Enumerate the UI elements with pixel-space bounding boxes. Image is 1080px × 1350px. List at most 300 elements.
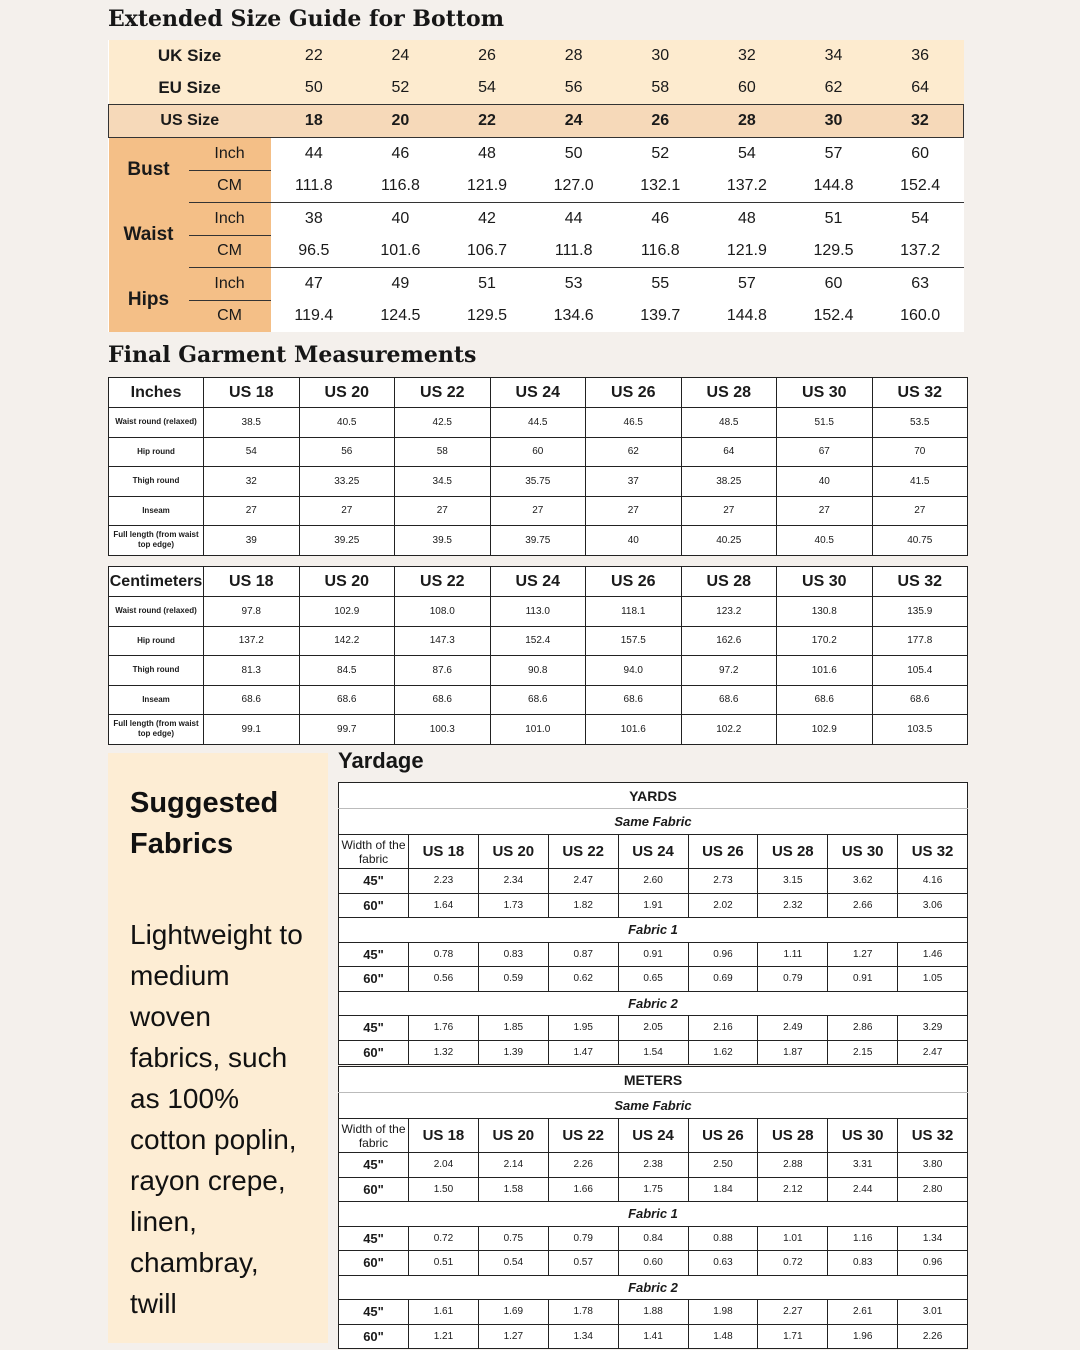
measurement-value: 60: [790, 268, 877, 301]
uk-size-value: 24: [357, 40, 444, 72]
garment-value: 147.3: [395, 626, 491, 656]
garment-value: 34.5: [395, 467, 491, 497]
yardage-value: 2.38: [618, 1153, 688, 1178]
yardage-value: 0.79: [548, 1226, 618, 1251]
yardage-value: 2.66: [828, 893, 898, 918]
yardage-value: 2.86: [828, 1016, 898, 1041]
yardage-value: 0.87: [548, 942, 618, 967]
measurement-row-cm: [109, 235, 964, 268]
garment-title: Final Garment Measurements: [108, 342, 477, 368]
yardage-row: [339, 1300, 968, 1325]
garment-value: 108.0: [395, 597, 491, 627]
yardage-value: 2.44: [828, 1177, 898, 1202]
yardage-size-header: US 30: [828, 835, 898, 869]
measurement-value: 121.9: [726, 242, 767, 259]
yardage-value: 2.34: [478, 869, 548, 894]
yardage-value: 0.63: [688, 1251, 758, 1276]
measurement-value: 111.8: [294, 177, 333, 194]
yardage-unit-title: YARDS: [339, 783, 968, 809]
yardage-value: 0.65: [618, 967, 688, 992]
yardage-section-row: [339, 1202, 968, 1227]
garment-value: 58: [395, 437, 491, 467]
yardage-value: 1.61: [409, 1300, 479, 1325]
garment-size-header: US 28: [681, 378, 777, 408]
yardage-size-header: US 24: [618, 835, 688, 869]
fabric-width-label: 60": [339, 893, 409, 918]
measurement-value: 144.8: [813, 177, 854, 194]
garment-value: 152.4: [490, 626, 586, 656]
unit-label-cm: CM: [189, 300, 271, 332]
garment-value: 100.3: [395, 715, 491, 745]
measurement-value: 134.6: [553, 307, 594, 324]
measurement-row-inch: [109, 138, 964, 171]
garment-size-header: US 26: [586, 378, 682, 408]
garment-value: 70: [872, 437, 968, 467]
garment-value: 157.5: [586, 626, 682, 656]
garment-row-label: Hip round: [109, 437, 204, 467]
garment-value: 39.75: [490, 526, 586, 556]
garment-value: 102.9: [777, 715, 873, 745]
garment-value: 42.5: [395, 408, 491, 438]
garment-row: [109, 597, 968, 627]
yardage-value: 3.29: [898, 1016, 968, 1041]
garment-row-label: Waist round (relaxed): [109, 597, 204, 627]
garment-row-label: Full length (from waist top edge): [109, 526, 204, 556]
garment-row-label: Inseam: [109, 496, 204, 526]
yardage-section-title: Same Fabric: [339, 1093, 968, 1119]
yardage-size-header: US 18: [409, 835, 479, 869]
suggested-fabrics-title: Suggested Fabrics: [130, 787, 279, 860]
garment-value: 27: [586, 496, 682, 526]
measurement-value: 48: [478, 145, 496, 162]
garment-inches-body: [109, 378, 968, 556]
yardage-size-header: US 28: [758, 1119, 828, 1153]
uk-size-value: 30: [617, 40, 704, 72]
yardage-value: 0.54: [478, 1251, 548, 1276]
garment-size-header: US 20: [299, 567, 395, 597]
measurement-value: 44: [304, 145, 323, 162]
yardage-section-row: [339, 991, 968, 1016]
garment-cm-body: [109, 567, 968, 745]
measurement-value: 124.5: [380, 307, 421, 324]
yardage-value: 0.91: [828, 967, 898, 992]
garment-size-header: US 18: [204, 567, 300, 597]
garment-value: 99.1: [204, 715, 300, 745]
yardage-size-header: US 26: [688, 835, 758, 869]
yardage-value: 2.16: [688, 1016, 758, 1041]
garment-value: 101.6: [586, 715, 682, 745]
measurement-value: 121.9: [467, 177, 508, 194]
garment-value: 48.5: [681, 408, 777, 438]
garment-value: 32: [204, 467, 300, 497]
yardage-value: 2.47: [548, 869, 618, 894]
eu-size-value: 56: [530, 72, 617, 105]
garment-row: [109, 467, 968, 497]
garment-value: 53.5: [872, 408, 968, 438]
garment-value: 90.8: [490, 656, 586, 686]
measurement-row-cm: [109, 300, 964, 332]
garment-value: 67: [777, 437, 873, 467]
us-size-value: 20: [357, 105, 444, 138]
garment-size-header: US 26: [586, 567, 682, 597]
garment-value: 84.5: [299, 656, 395, 686]
yardage-value: 2.05: [618, 1016, 688, 1041]
garment-value: 162.6: [681, 626, 777, 656]
eu-size-value: 58: [617, 72, 704, 105]
garment-size-header: US 24: [490, 567, 586, 597]
yardage-value: 2.04: [409, 1153, 479, 1178]
yardage-value: 0.75: [478, 1226, 548, 1251]
measurement-value: 116.8: [381, 177, 420, 194]
garment-value: 68.6: [299, 685, 395, 715]
garment-size-header: US 30: [777, 378, 873, 408]
us-size-value: 28: [704, 105, 791, 138]
yardage-size-header: US 18: [409, 1119, 479, 1153]
yardage-value: 2.88: [758, 1153, 828, 1178]
yardage-row: [339, 893, 968, 918]
garment-value: 40.5: [777, 526, 873, 556]
yardage-section-row: [339, 809, 968, 835]
yardage-row: [339, 967, 968, 992]
yardage-yards-body: [339, 783, 968, 1065]
measurement-value: 46: [391, 145, 410, 162]
yardage-value: 2.26: [898, 1324, 968, 1349]
measurement-value: 47: [271, 268, 358, 301]
yardage-value: 1.66: [548, 1177, 618, 1202]
measurement-label: Waist: [109, 203, 189, 268]
garment-row: [109, 496, 968, 526]
garment-value: 64: [681, 437, 777, 467]
eu-size-value: 50: [271, 72, 358, 105]
yardage-value: 2.12: [758, 1177, 828, 1202]
garment-unit-header: Centimeters: [109, 567, 204, 597]
yardage-section-row: [339, 1275, 968, 1300]
yardage-value: 1.50: [409, 1177, 479, 1202]
yardage-yards-table: [338, 782, 968, 1065]
eu-size-value: 62: [790, 72, 877, 105]
yardage-size-header: US 32: [898, 835, 968, 869]
uk-size-value: 36: [877, 40, 964, 72]
measurement-value: 40: [357, 203, 444, 236]
garment-row-label: Full length (from waist top edge): [109, 715, 204, 745]
garment-value: 123.2: [681, 597, 777, 627]
garment-unit-header: Inches: [109, 378, 204, 408]
yardage-value: 1.88: [618, 1300, 688, 1325]
fabric-width-label: 60": [339, 1251, 409, 1276]
garment-size-header: US 20: [299, 378, 395, 408]
yardage-value: 1.73: [478, 893, 548, 918]
garment-row: [109, 408, 968, 438]
us-size-row: [109, 105, 964, 138]
garment-value: 87.6: [395, 656, 491, 686]
yardage-row: [339, 1177, 968, 1202]
garment-row-label: Inseam: [109, 685, 204, 715]
measurement-value: 52: [651, 145, 670, 162]
yardage-meters-table: [338, 1066, 968, 1349]
measurement-value: 54: [737, 145, 756, 162]
garment-value: 40.5: [299, 408, 395, 438]
garment-row: [109, 626, 968, 656]
yardage-size-header: US 30: [828, 1119, 898, 1153]
eu-size-label: EU Size: [109, 72, 271, 105]
yardage-value: 1.34: [898, 1226, 968, 1251]
garment-value: 97.8: [204, 597, 300, 627]
yardage-value: 1.64: [409, 893, 479, 918]
yardage-value: 1.11: [758, 942, 828, 967]
measurement-value: 106.7: [467, 242, 508, 259]
eu-size-row: [109, 72, 964, 105]
us-size-value: 26: [617, 105, 704, 138]
garment-value: 99.7: [299, 715, 395, 745]
garment-value: 27: [204, 496, 300, 526]
yardage-row: [339, 1153, 968, 1178]
measurement-value: 137.2: [900, 242, 941, 259]
yardage-value: 0.83: [828, 1251, 898, 1276]
garment-header-row: [109, 378, 968, 408]
garment-value: 113.0: [490, 597, 586, 627]
yardage-row: [339, 869, 968, 894]
garment-inches-table: [108, 377, 968, 556]
garment-value: 37: [586, 467, 682, 497]
measurement-value: 55: [617, 268, 704, 301]
yardage-value: 1.84: [688, 1177, 758, 1202]
garment-value: 60: [490, 437, 586, 467]
garment-row: [109, 656, 968, 686]
garment-value: 118.1: [586, 597, 682, 627]
garment-row: [109, 437, 968, 467]
fabric-width-label: 45": [339, 869, 409, 894]
garment-value: 46.5: [586, 408, 682, 438]
garment-size-header: US 32: [872, 378, 968, 408]
yardage-size-header: US 32: [898, 1119, 968, 1153]
yardage-value: 4.16: [898, 869, 968, 894]
garment-value: 177.8: [872, 626, 968, 656]
unit-label-cm: CM: [189, 170, 271, 203]
garment-value: 54: [204, 437, 300, 467]
garment-value: 102.9: [299, 597, 395, 627]
garment-header-row: [109, 567, 968, 597]
measurement-value: 127.0: [553, 177, 594, 194]
measurement-value: 51: [790, 203, 877, 236]
yardage-size-header: US 28: [758, 835, 828, 869]
yardage-value: 0.79: [758, 967, 828, 992]
yardage-unit-title: METERS: [339, 1067, 968, 1093]
measurement-value: 49: [357, 268, 444, 301]
yardage-value: 3.80: [898, 1153, 968, 1178]
yardage-title: Yardage: [338, 748, 424, 773]
us-size-label: US Size: [109, 105, 271, 138]
garment-size-header: US 30: [777, 567, 873, 597]
us-size-value: 22: [444, 105, 531, 138]
garment-row: [109, 526, 968, 556]
garment-value: 27: [872, 496, 968, 526]
us-size-value: 18: [271, 105, 358, 138]
measurement-label: Bust: [109, 138, 189, 203]
measurement-value: 38: [271, 203, 358, 236]
measurement-value: 119.4: [294, 307, 334, 324]
garment-value: 39.25: [299, 526, 395, 556]
garment-value: 142.2: [299, 626, 395, 656]
yardage-value: 3.01: [898, 1300, 968, 1325]
yardage-value: 1.27: [828, 942, 898, 967]
measurement-value: 101.6: [380, 242, 421, 259]
garment-value: 27: [395, 496, 491, 526]
yardage-value: 0.78: [409, 942, 479, 967]
yardage-value: 1.01: [758, 1226, 828, 1251]
yardage-value: 0.51: [409, 1251, 479, 1276]
yardage-value: 1.21: [409, 1324, 479, 1349]
yardage-value: 1.48: [688, 1324, 758, 1349]
yardage-value: 3.06: [898, 893, 968, 918]
us-size-value: 24: [530, 105, 617, 138]
yardage-value: 0.72: [409, 1226, 479, 1251]
yardage-value: 0.96: [898, 1251, 968, 1276]
garment-value: 39.5: [395, 526, 491, 556]
unit-label-inch: Inch: [189, 203, 271, 236]
yardage-value: 1.58: [478, 1177, 548, 1202]
garment-row: [109, 685, 968, 715]
garment-value: 27: [777, 496, 873, 526]
yardage-size-header: US 26: [688, 1119, 758, 1153]
garment-value: 137.2: [204, 626, 300, 656]
yardage-section-title: Fabric 2: [339, 1275, 968, 1300]
garment-value: 101.0: [490, 715, 586, 745]
garment-value: 135.9: [872, 597, 968, 627]
yardage-value: 1.95: [548, 1016, 618, 1041]
yardage-value: 2.60: [618, 869, 688, 894]
garment-size-header: US 22: [395, 378, 491, 408]
garment-value: 68.6: [204, 685, 300, 715]
yardage-section-title: Fabric 2: [339, 991, 968, 1016]
yardage-section-title: Same Fabric: [339, 809, 968, 835]
uk-size-value: 34: [790, 40, 877, 72]
yardage-value: 1.69: [478, 1300, 548, 1325]
measurement-value: 132.1: [640, 177, 681, 194]
garment-row: [109, 715, 968, 745]
measurement-row-inch: [109, 268, 964, 301]
yardage-header-row: [339, 835, 968, 869]
garment-value: 94.0: [586, 656, 682, 686]
width-of-fabric-label: Width of the fabric: [339, 835, 409, 869]
yardage-header-row: [339, 1119, 968, 1153]
size-guide-title: Extended Size Guide for Bottom: [108, 6, 504, 32]
measurement-value: 144.8: [726, 307, 767, 324]
yardage-section-row: [339, 918, 968, 943]
fabric-width-label: 45": [339, 1016, 409, 1041]
yardage-value: 1.78: [548, 1300, 618, 1325]
yardage-value: 3.15: [758, 869, 828, 894]
yardage-value: 1.32: [409, 1040, 479, 1065]
yardage-value: 2.02: [688, 893, 758, 918]
measurement-value: 160.0: [900, 307, 941, 324]
width-of-fabric-label: Width of the fabric: [339, 1119, 409, 1153]
yardage-value: 2.15: [828, 1040, 898, 1065]
garment-size-header: US 28: [681, 567, 777, 597]
garment-value: 38.25: [681, 467, 777, 497]
fabric-width-label: 60": [339, 967, 409, 992]
size-guide-body: [109, 40, 964, 332]
garment-value: 40: [777, 467, 873, 497]
fabric-width-label: 45": [339, 1300, 409, 1325]
garment-value: 39: [204, 526, 300, 556]
garment-value: 27: [681, 496, 777, 526]
yardage-value: 1.85: [478, 1016, 548, 1041]
yardage-value: 0.91: [618, 942, 688, 967]
yardage-section-title: Fabric 1: [339, 918, 968, 943]
yardage-value: 1.54: [618, 1040, 688, 1065]
fabric-width-label: 60": [339, 1177, 409, 1202]
yardage-value: 2.23: [409, 869, 479, 894]
yardage-value: 2.26: [548, 1153, 618, 1178]
garment-value: 40.75: [872, 526, 968, 556]
yardage-value: 0.72: [758, 1251, 828, 1276]
measurement-value: 152.4: [813, 307, 854, 324]
measurement-value: 63: [877, 268, 964, 301]
measurement-value: 139.7: [640, 307, 681, 324]
yardage-value: 0.69: [688, 967, 758, 992]
measurement-value: 50: [564, 145, 583, 162]
yardage-value: 0.62: [548, 967, 618, 992]
garment-value: 105.4: [872, 656, 968, 686]
yardage-value: 1.98: [688, 1300, 758, 1325]
yardage-value: 2.61: [828, 1300, 898, 1325]
yardage-value: 1.27: [478, 1324, 548, 1349]
yardage-size-header: US 20: [478, 1119, 548, 1153]
yardage-value: 1.47: [548, 1040, 618, 1065]
unit-label-inch: Inch: [189, 268, 271, 301]
garment-value: 41.5: [872, 467, 968, 497]
garment-size-header: US 22: [395, 567, 491, 597]
garment-value: 35.75: [490, 467, 586, 497]
measurement-value: 137.2: [726, 177, 767, 194]
yardage-value: 1.05: [898, 967, 968, 992]
yardage-value: 2.49: [758, 1016, 828, 1041]
garment-value: 33.25: [299, 467, 395, 497]
garment-value: 68.6: [490, 685, 586, 715]
yardage-value: 0.57: [548, 1251, 618, 1276]
measurement-value: 111.8: [554, 242, 593, 259]
eu-size-value: 54: [444, 72, 531, 105]
garment-cm-table: [108, 566, 968, 745]
yardage-value: 3.31: [828, 1153, 898, 1178]
uk-size-value: 22: [271, 40, 358, 72]
yardage-value: 2.47: [898, 1040, 968, 1065]
yardage-title-row: [339, 1067, 968, 1093]
garment-value: 68.6: [777, 685, 873, 715]
garment-value: 40.25: [681, 526, 777, 556]
yardage-value: 2.32: [758, 893, 828, 918]
measurement-value: 152.4: [900, 177, 941, 194]
eu-size-value: 52: [357, 72, 444, 105]
us-size-value: 32: [877, 105, 964, 138]
garment-value: 56: [299, 437, 395, 467]
garment-value: 44.5: [490, 408, 586, 438]
fabric-width-label: 60": [339, 1324, 409, 1349]
measurement-value: 44: [530, 203, 617, 236]
yardage-size-header: US 20: [478, 835, 548, 869]
uk-size-value: 26: [444, 40, 531, 72]
garment-value: 103.5: [872, 715, 968, 745]
yardage-row: [339, 1040, 968, 1065]
yardage-row: [339, 1226, 968, 1251]
yardage-value: 0.88: [688, 1226, 758, 1251]
garment-value: 68.6: [586, 685, 682, 715]
yardage-value: 2.73: [688, 869, 758, 894]
us-size-value: 30: [790, 105, 877, 138]
fabric-width-label: 45": [339, 1153, 409, 1178]
yardage-value: 1.91: [618, 893, 688, 918]
yardage-value: 0.96: [688, 942, 758, 967]
